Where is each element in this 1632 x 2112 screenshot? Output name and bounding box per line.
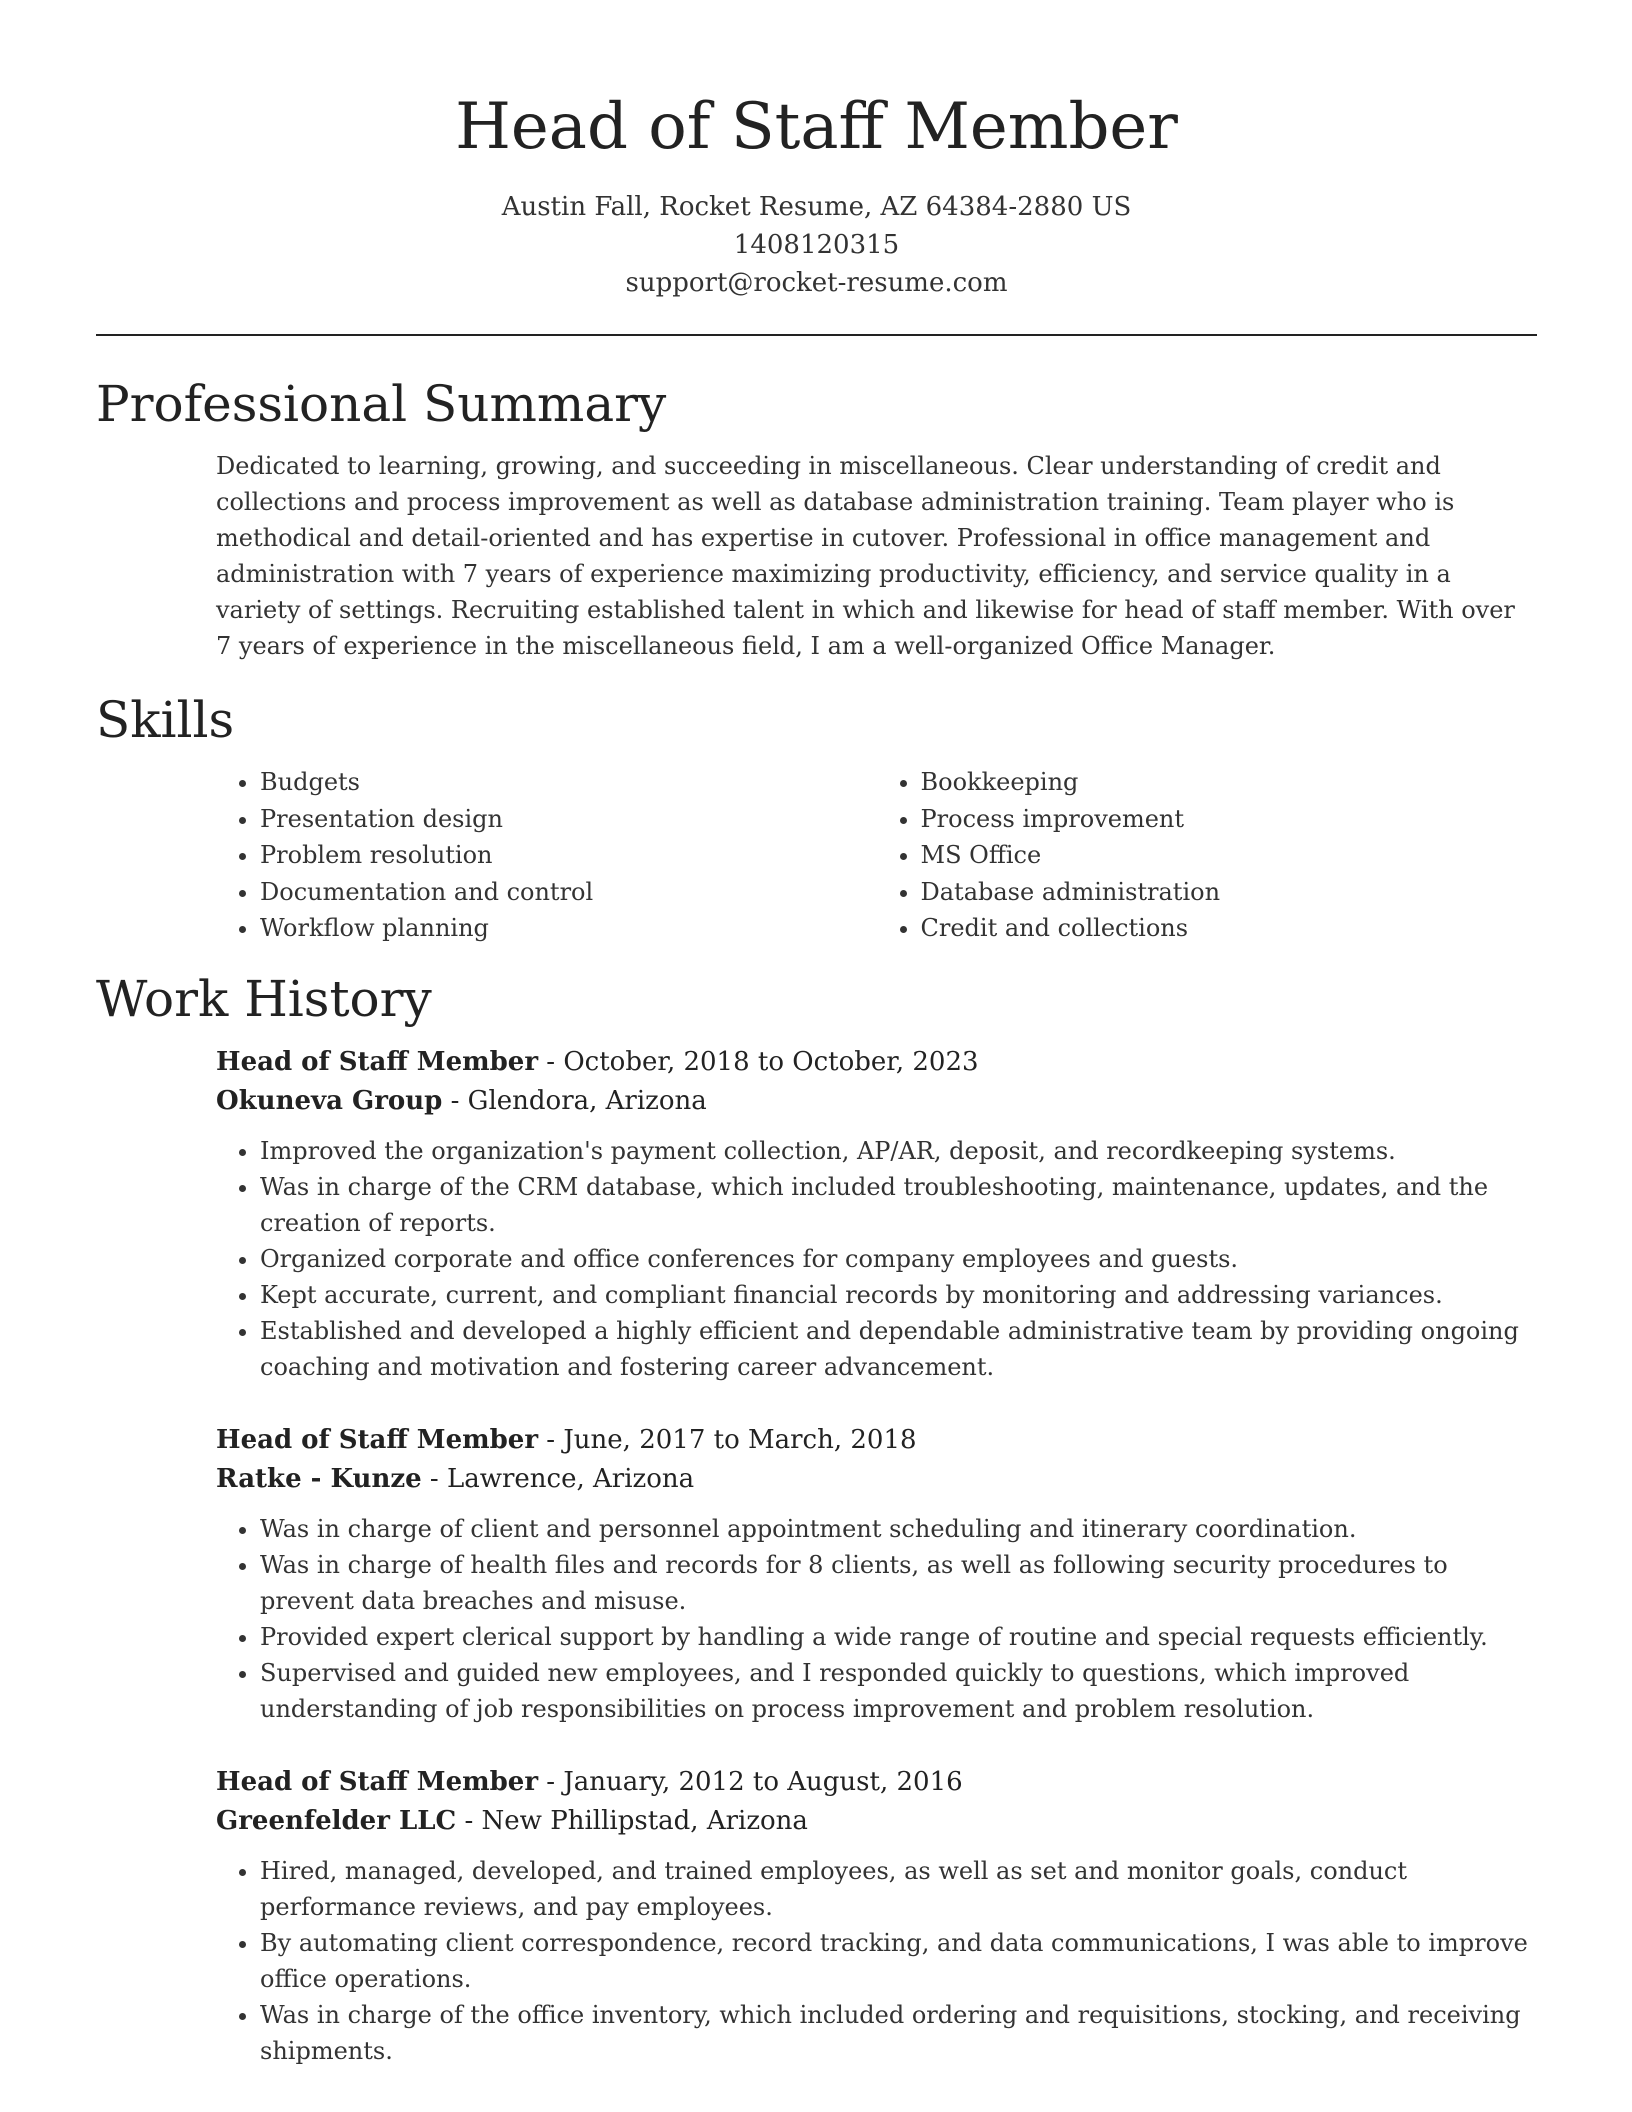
job-location: - New Phillipstad, Arizona (456, 1805, 808, 1836)
job-title-line (216, 1421, 1537, 1460)
job-bullets (216, 1511, 1537, 1727)
skill-item: • MS Office (921, 837, 1538, 874)
job-role: Head of Staff Member (216, 1424, 539, 1455)
job-entry (216, 1763, 1537, 2069)
skill-item: • Credit and collections (921, 910, 1538, 947)
job-dates: - June, 2017 to March, 2018 (538, 1424, 917, 1455)
resume-header (96, 0, 1537, 302)
job-bullet: • Was in charge of client and personnel appointment scheduling and itinerary coordination. (260, 1511, 1537, 1547)
skills-section (96, 690, 1537, 947)
job-bullet: • Provided expert clerical support by handling a wide range of routine and special requests efficiently. (260, 1619, 1537, 1655)
skill-item: • Bookkeeping (921, 764, 1538, 801)
skill-item: • Database administration (921, 874, 1538, 911)
job-company-line (216, 1082, 1537, 1121)
job-location: - Glendora, Arizona (442, 1085, 707, 1116)
skill-item: • Budgets (260, 764, 877, 801)
skill-item: • Documentation and control (260, 874, 877, 911)
job-bullet: • By automating client correspondence, record tracking, and data communications, I was able to improve office operations. (260, 1925, 1537, 1997)
skill-item: • Problem resolution (260, 837, 877, 874)
work-history-title: Work History (96, 969, 432, 1028)
skills-title: Skills (96, 691, 235, 749)
summary-section (96, 374, 1537, 664)
job-title-line (216, 1043, 1537, 1082)
job-role: Head of Staff Member (216, 1766, 539, 1797)
job-dates: - January, 2012 to August, 2016 (538, 1766, 963, 1797)
skill-item: • Workflow planning (260, 910, 877, 947)
job-bullets (216, 1853, 1537, 2069)
job-bullet: • Was in charge of the CRM database, which included troubleshooting, maintenance, updates, and the creation of reports. (260, 1169, 1537, 1241)
job-bullets (216, 1133, 1537, 1385)
skills-list-left (216, 764, 877, 947)
job-bullet: • Was in charge of the office inventory, which included ordering and requisitions, stocking, and receiving shipments. (260, 1997, 1537, 2069)
job-bullet: • Supervised and guided new employees, and I responded quickly to questions, which improved understanding of job responsibilities on process improvement and problem resolution. (260, 1655, 1537, 1727)
job-bullet: • Kept accurate, current, and compliant financial records by monitoring and addressing variances. (260, 1277, 1537, 1313)
job-bullet: • Was in charge of health files and records for 8 clients, as well as following security procedures to prevent data breaches and misuse. (260, 1547, 1537, 1619)
contact-address: Austin Fall, Rocket Resume, AZ 64384-2880 US (501, 192, 1132, 222)
job-company-line (216, 1802, 1537, 1841)
header-divider (96, 334, 1537, 336)
contact-email: support@rocket-resume.com (625, 268, 1008, 298)
resume-name: Head of Staff Member (455, 90, 1178, 164)
job-entry (216, 1421, 1537, 1727)
work-history-section (96, 969, 1537, 2069)
job-title-line (216, 1763, 1537, 1802)
job-role: Head of Staff Member (216, 1046, 539, 1077)
summary-text: Dedicated to learning, growing, and succeeding in miscellaneous. Clear understanding of credit and collections and process improvement as well as database administration training. Team player who is methodical and detail-oriented and has expertise in cutover. Professional in office management and administration with 7 years of experience maximizing productivity, efficiency, and service quality in a variety of settings. Recruiting established talent in which and likewise for head of staff member. With over 7 years of experience in the miscellaneous field, I am a well-organized Office Manager. (216, 452, 1515, 660)
job-dates: - October, 2018 to October, 2023 (538, 1046, 979, 1077)
skills-grid (216, 764, 1537, 947)
job-bullet: • Established and developed a highly efficient and dependable administrative team by providing ongoing coaching and motivation and fostering career advancement. (260, 1313, 1537, 1385)
contact-block (96, 188, 1537, 302)
summary-title: Professional Summary (96, 375, 667, 433)
resume-page (96, 0, 1537, 2069)
job-bullet: • Organized corporate and office conferences for company employees and guests. (260, 1241, 1537, 1277)
skill-item: • Presentation design (260, 801, 877, 838)
job-location: - Lawrence, Arizona (421, 1463, 695, 1494)
job-entry (216, 1043, 1537, 1385)
skills-list-right (877, 764, 1538, 947)
job-company-line (216, 1460, 1537, 1499)
job-bullet: • Hired, managed, developed, and trained employees, as well as set and monitor goals, conduct performance reviews, and pay employees. (260, 1853, 1537, 1925)
contact-phone: 1408120315 (733, 230, 900, 260)
skill-item: • Process improvement (921, 801, 1538, 838)
job-company: Ratke - Kunze (216, 1463, 422, 1494)
job-company: Okuneva Group (216, 1085, 443, 1116)
job-bullet: • Improved the organization's payment collection, AP/AR, deposit, and recordkeeping systems. (260, 1133, 1537, 1169)
job-company: Greenfelder LLC (216, 1805, 457, 1836)
